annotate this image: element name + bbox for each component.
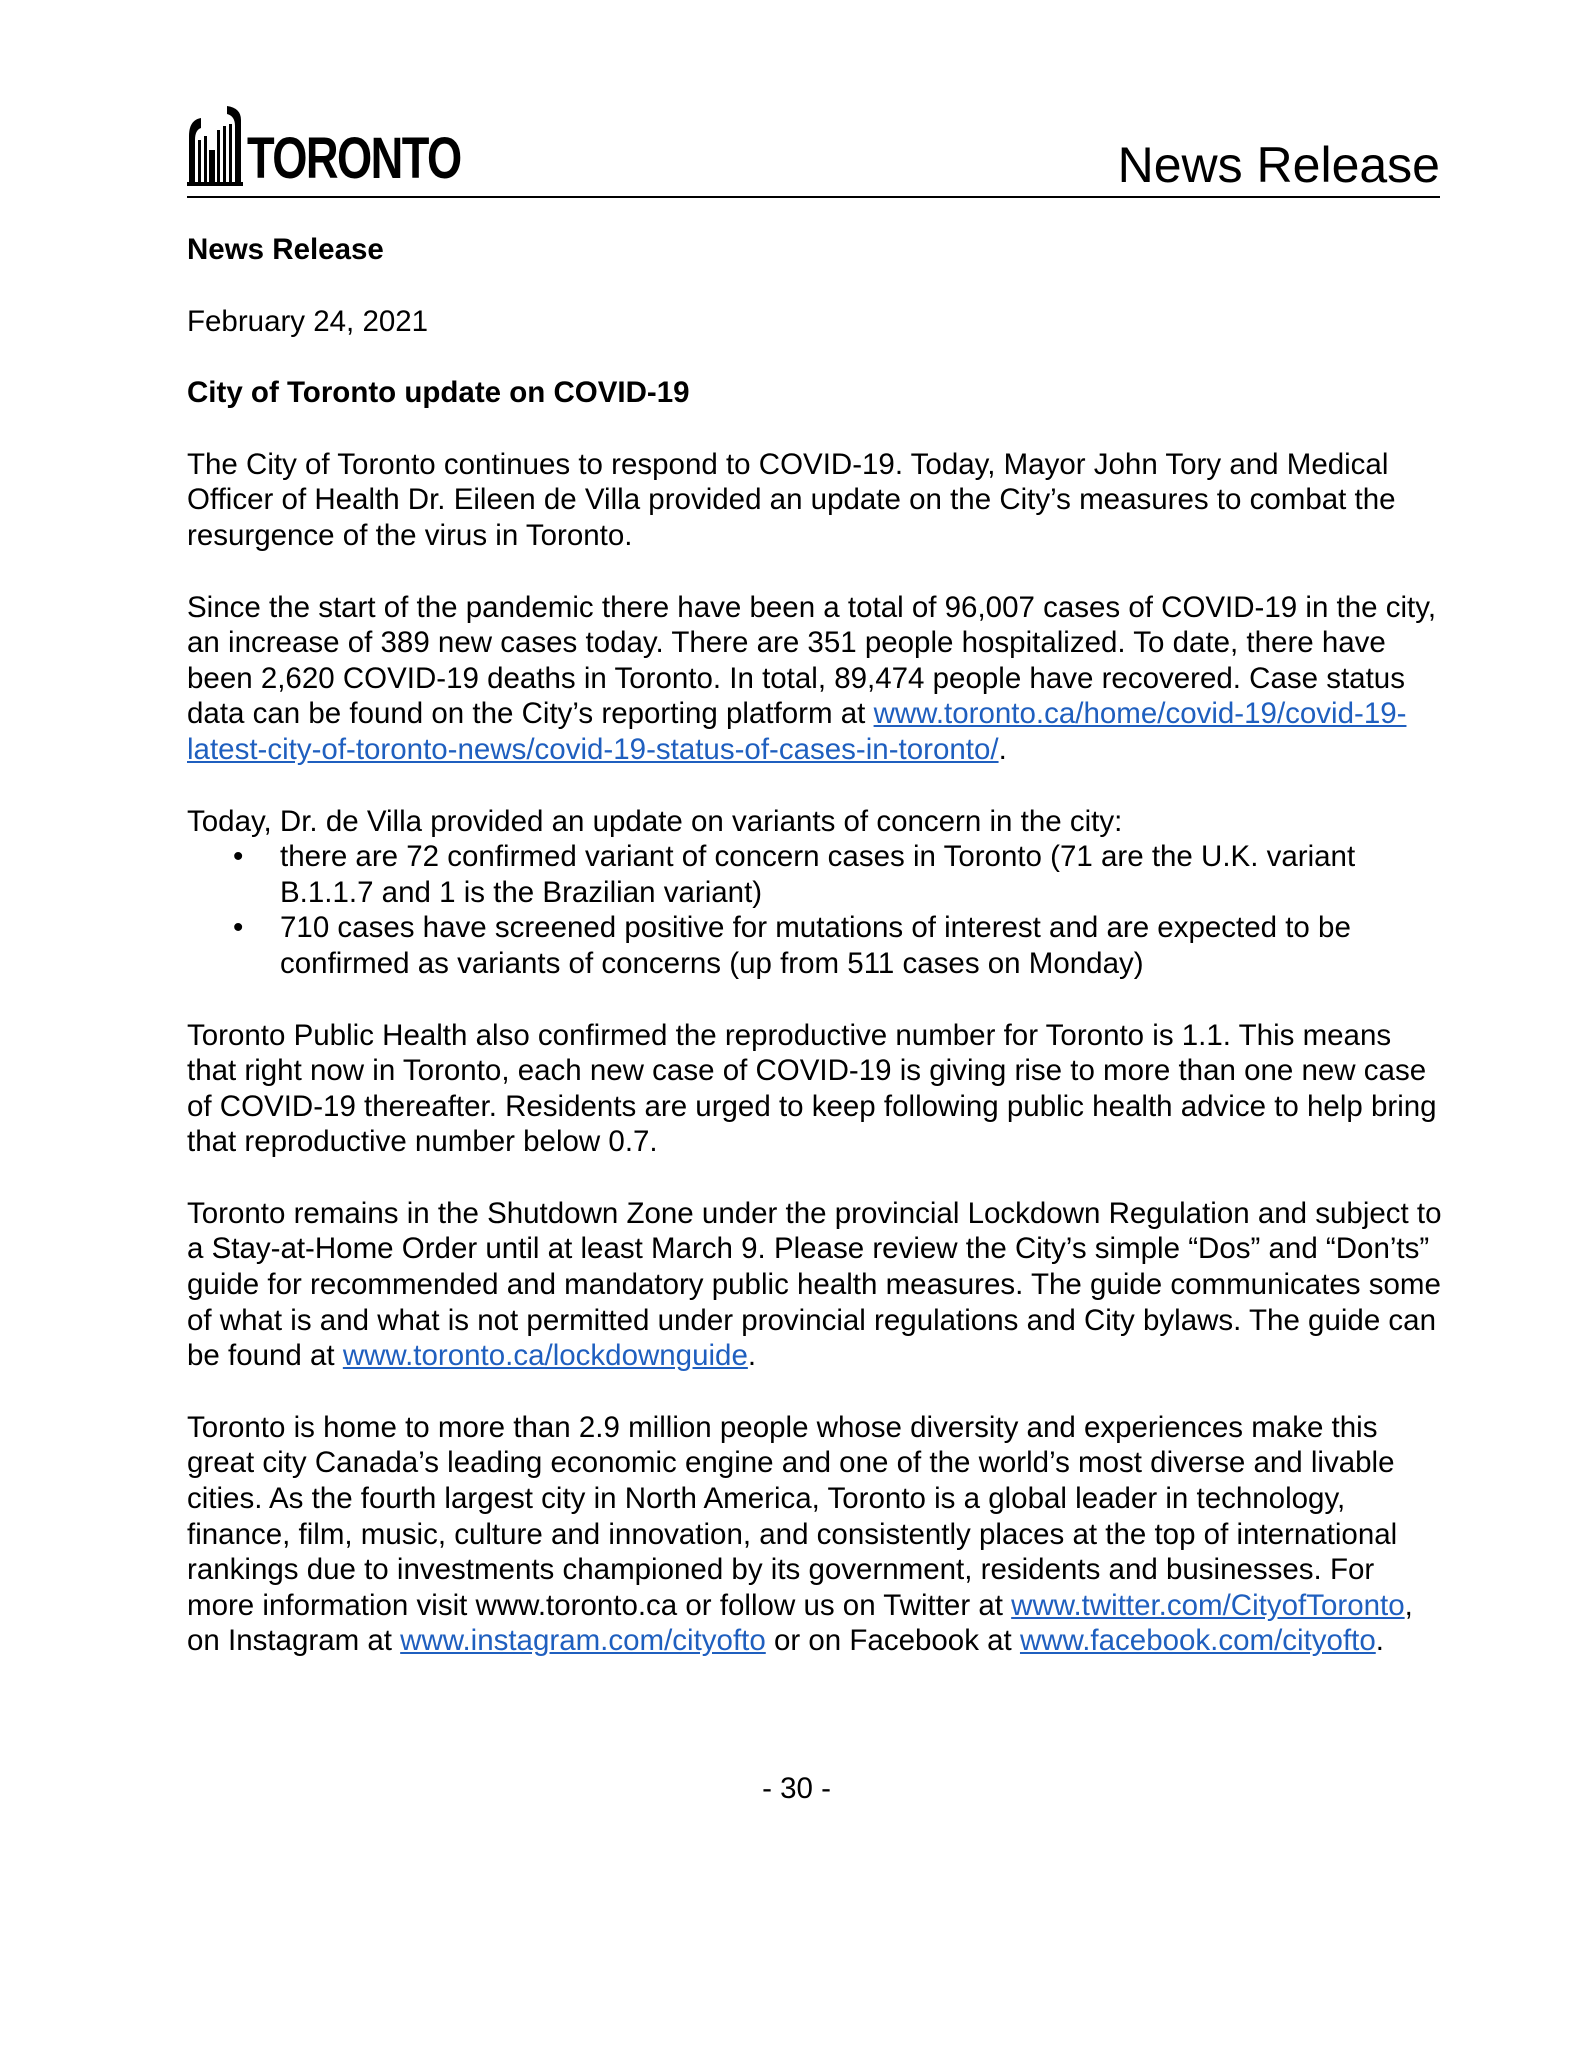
case-stats-text: Since the start of the pandemic there have been a total of 96,007 cases of COVID-19 in the city, an increase of 389 new cases today. There are 351 people hospitalized. To date, there have been 2,620 COVID-19 deaths in Toronto. In total, 89,474 people have recovered. Case status data can be found on the City’s reporting platform at bbox=[187, 590, 1437, 731]
city-logo bbox=[187, 104, 521, 191]
page-number: - 30 - bbox=[762, 1772, 831, 1805]
case-stats-end: . bbox=[998, 732, 1007, 766]
paragraph-intro: The City of Toronto continues to respond to COVID-19. Today, Mayor John Tory and Medical Officer of Health Dr. Eileen de Villa provided an update on the City’s measures to combat the resurgence of the virus in Toronto. bbox=[187, 447, 1396, 552]
list-item-text: 710 cases have screened positive for mutations of interest and are expected to be confirmed as variants of concerns (up from 511 cases on Monday) bbox=[280, 911, 1351, 980]
release-label: News Release bbox=[187, 233, 384, 266]
header-title: News Release bbox=[1117, 137, 1440, 193]
case-status-link[interactable]: www.toronto.ca/home/covid-19/covid-19-latest-city-of-toronto-news/covid-19-status-of-cases-in-toronto/ bbox=[187, 697, 1407, 766]
twitter-link[interactable]: www.twitter.com/CityofToronto bbox=[1011, 1588, 1405, 1622]
bullet-icon: • bbox=[233, 911, 244, 945]
about-mid: , on Instagram at bbox=[187, 1588, 1413, 1658]
logo-wordmark: TORONTO bbox=[247, 126, 461, 191]
shutdown-text: Toronto remains in the Shutdown Zone under the provincial Lockdown Regulation and subject to a Stay-at-Home Order until at least March 9. Please review the City’s simple “Dos” and “Don’ts” guide for recommended and mandatory public health measures. The guide communicates some of what is and what is not permitted under provincial regulations and City bylaws. The guide can be found at bbox=[187, 1196, 1442, 1373]
variants-list bbox=[187, 839, 1447, 981]
bullet-icon: • bbox=[233, 840, 244, 874]
instagram-link[interactable]: www.instagram.com/cityofto bbox=[400, 1624, 766, 1658]
shutdown-end: . bbox=[747, 1339, 757, 1373]
release-body bbox=[187, 232, 1447, 1659]
paragraph-reproductive-number: Toronto Public Health also confirmed the reproductive number for Toronto is 1.1. This means that right now in Toronto, each new case of COVID-19 is giving rise to more than one new case of COVID-19 thereafter. Residents are urged to keep following public health advice to help bring that reproductive number below 0.7. bbox=[187, 1018, 1437, 1159]
paragraph-about-toronto bbox=[187, 1410, 1447, 1659]
lockdown-guide-link[interactable]: www.toronto.ca/lockdownguide bbox=[342, 1339, 748, 1373]
list-item-text: there are 72 confirmed variant of concern cases in Toronto (71 are the U.K. variant B.1.1.7 and 1 is the Brazilian variant) bbox=[280, 840, 1356, 909]
release-date: February 24, 2021 bbox=[187, 304, 429, 338]
list-item bbox=[187, 910, 1447, 981]
paragraph-variants-intro: Today, Dr. de Villa provided an update on variants of concern in the city: bbox=[187, 804, 1123, 838]
about-text: Toronto is home to more than 2.9 million people whose diversity and experiences make this great city Canada’s leading economic engine and one of the world’s most diverse and livable cities. As the fourth largest city in North America, Toronto is a global leader in technology, finance, film, music, culture and innovation, and consistently places at the top of international rankings due to investments championed by its government, residents and businesses. For more information visit www.toronto.ca or follow us on Twitter at bbox=[187, 1410, 1398, 1622]
list-item bbox=[187, 839, 1447, 910]
city-hall-icon bbox=[187, 106, 243, 186]
paragraph-shutdown bbox=[187, 1196, 1447, 1374]
release-headline: City of Toronto update on COVID-19 bbox=[187, 376, 690, 410]
paragraph-case-stats bbox=[187, 590, 1447, 768]
page-header bbox=[187, 96, 1440, 198]
about-end: . bbox=[1375, 1624, 1384, 1658]
about-mid-2: or on Facebook at bbox=[765, 1624, 1020, 1658]
facebook-link[interactable]: www.facebook.com/cityofto bbox=[1019, 1624, 1376, 1658]
